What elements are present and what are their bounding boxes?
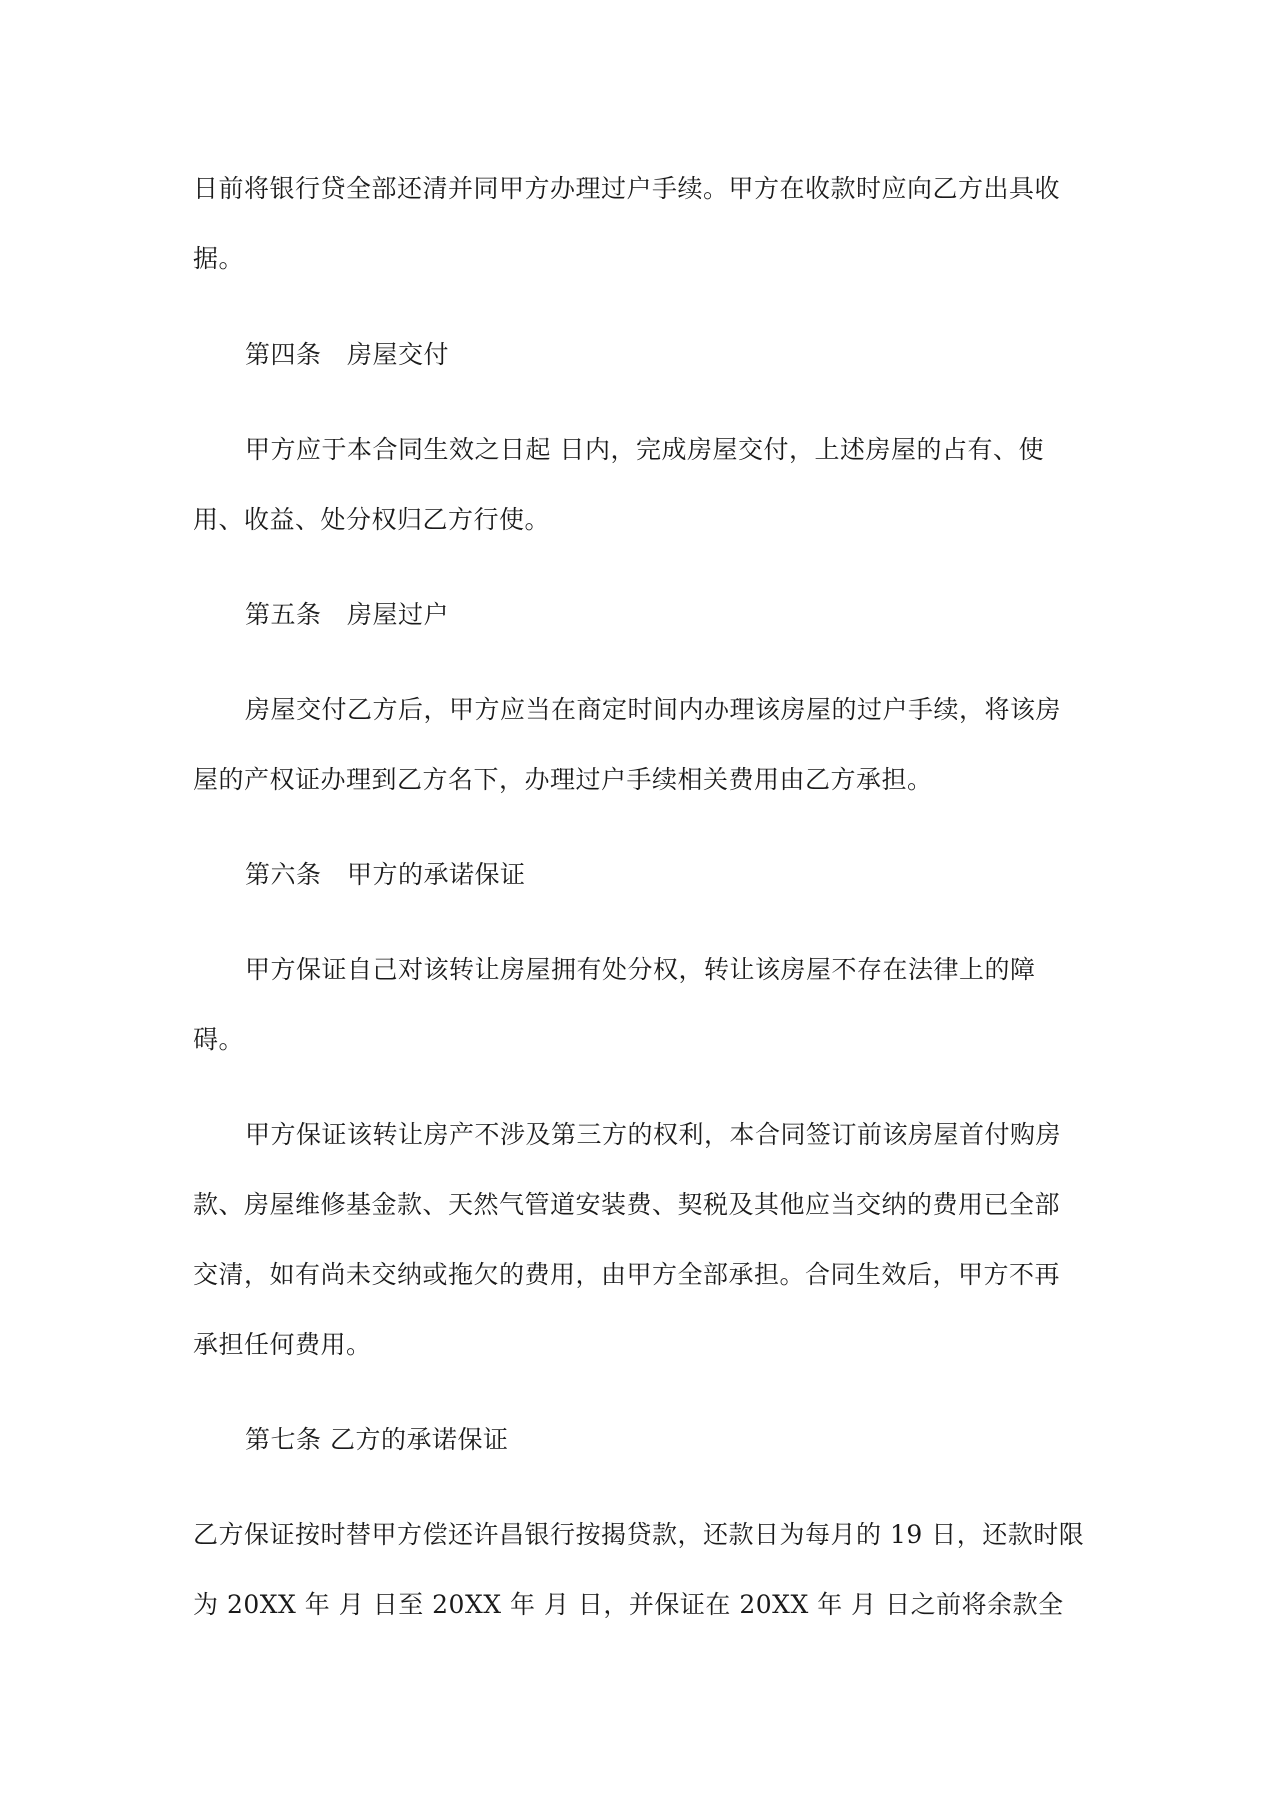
paragraph-line: 款、房屋维修基金款、天然气管道安装费、契税及其他应当交纳的费用已全部 [193, 1190, 1061, 1219]
article-4-heading: 第四条 房屋交付 [245, 340, 450, 369]
paragraph-line: 交清，如有尚未交纳或拖欠的费用，由甲方全部承担。合同生效后，甲方不再 [193, 1260, 1061, 1289]
paragraph-line: 为 20XX 年 月 日至 20XX 年 月 日，并保证在 20XX 年 月 日之前将余款全 [193, 1590, 1064, 1619]
paragraph-line: 日前将银行贷全部还清并同甲方办理过户手续。甲方在收款时应向乙方出具收 [193, 174, 1061, 203]
article-6-heading: 第六条 甲方的承诺保证 [245, 860, 526, 889]
article-5-heading: 第五条 房屋过户 [245, 600, 450, 629]
paragraph-line: 据。 [193, 244, 245, 273]
paragraph-line: 屋的产权证办理到乙方名下，办理过户手续相关费用由乙方承担。 [193, 765, 933, 794]
paragraph-line: 承担任何费用。 [193, 1330, 372, 1359]
paragraph-line: 房屋交付乙方后，甲方应当在商定时间内办理该房屋的过户手续，将该房 [245, 695, 1062, 724]
paragraph-line: 甲方保证自己对该转让房屋拥有处分权，转让该房屋不存在法律上的障 [245, 955, 1036, 984]
paragraph-line: 用、收益、处分权归乙方行使。 [193, 505, 551, 534]
article-7-heading: 第七条 乙方的承诺保证 [245, 1425, 509, 1454]
paragraph-line: 乙方保证按时替甲方偿还许昌银行按揭贷款，还款日为每月的 19 日，还款时限 [193, 1520, 1085, 1549]
paragraph-line: 甲方保证该转让房产不涉及第三方的权利，本合同签订前该房屋首付购房 [245, 1120, 1062, 1149]
paragraph-line: 甲方应于本合同生效之日起 日内，完成房屋交付，上述房屋的占有、使 [245, 435, 1044, 464]
paragraph-line: 碍。 [193, 1025, 245, 1054]
